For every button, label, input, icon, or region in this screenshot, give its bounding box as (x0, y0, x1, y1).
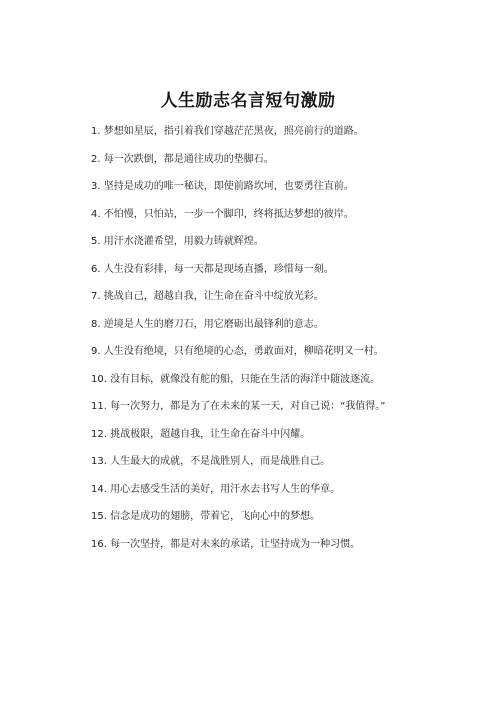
quote-item: 16. 每一次坚持，都是对未来的承诺，让坚持成为一种习惯。 (91, 538, 361, 550)
quote-item: 9. 人生没有绝境，只有绝境的心态，勇敢面对，柳暗花明又一村。 (91, 346, 384, 357)
quote-item: 4. 不怕慢，只怕站，一步一个脚印，终将抵达梦想的彼岸。 (91, 208, 354, 220)
quote-item: 14. 用心去感受生活的美好，用汗水去书写人生的华章。 (91, 483, 341, 495)
quote-item: 5. 用汗水浇灌希望，用毅力铸就辉煌。 (91, 236, 264, 247)
document-title: 人生励志名言短句激励 (160, 91, 336, 111)
quote-item: 8. 逆境是人生的磨刀石，用它磨砺出最锋利的意志。 (91, 318, 324, 330)
quote-item: 2. 每一次跌倒，都是通往成功的垫脚石。 (91, 153, 274, 165)
quote-item: 3. 坚持是成功的唯一秘诀，即使前路坎坷，也要勇往直前。 (91, 181, 354, 192)
quote-item: 11. 每一次努力，都是为了在未来的某一天，对自己说：“我值得。” (91, 401, 386, 412)
quote-list (91, 124, 486, 564)
quote-item: 13. 人生最大的成就，不是战胜别人，而是战胜自己。 (91, 456, 331, 467)
quote-item: 6. 人生没有彩排，每一天都是现场直播，珍惜每一刻。 (91, 263, 334, 275)
quote-item: 12. 挑战极限，超越自我，让生命在奋斗中闪耀。 (91, 428, 311, 440)
quote-item: 1. 梦想如星辰，指引着我们穿越茫茫黑夜，照亮前行的道路。 (91, 126, 364, 137)
quote-item: 7. 挑战自己，超越自我，让生命在奋斗中绽放光彩。 (91, 291, 324, 302)
quote-item: 10. 没有目标，就像没有舵的船，只能在生活的海洋中随波逐流。 (91, 373, 381, 385)
quote-item: 15. 信念是成功的翅膀，带着它，飞向心中的梦想。 (91, 511, 321, 522)
